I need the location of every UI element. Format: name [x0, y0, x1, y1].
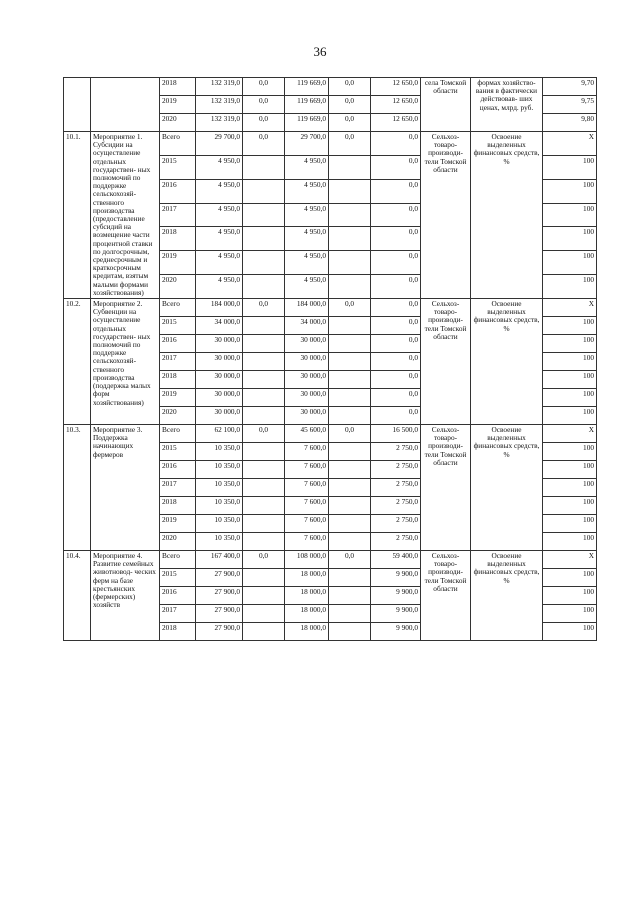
total-cell: 4 950,0 — [196, 275, 243, 299]
federal-cell — [243, 623, 285, 641]
year-cell: 2020 — [160, 533, 196, 551]
federal-cell — [243, 407, 285, 425]
measure-name-cell — [91, 78, 160, 132]
year-cell: 2019 — [160, 251, 196, 275]
total-cell: 27 900,0 — [196, 569, 243, 587]
indicator-value-cell: 100 — [543, 179, 597, 203]
local-cell — [329, 317, 371, 335]
indicator-value-cell: 100 — [543, 623, 597, 641]
federal-cell — [243, 275, 285, 299]
total-cell: 10 350,0 — [196, 497, 243, 515]
year-cell: Всего — [160, 132, 196, 156]
total-cell: 167 400,0 — [196, 551, 243, 569]
regional-cell: 30 000,0 — [285, 335, 329, 353]
year-cell: 2020 — [160, 114, 196, 132]
local-cell: 0,0 — [329, 96, 371, 114]
federal-cell — [243, 497, 285, 515]
federal-cell — [243, 317, 285, 335]
local-cell: 0,0 — [329, 132, 371, 156]
indicator-value-cell: 100 — [543, 227, 597, 251]
indicator-cell: Освоение выделенных финансовых средств, % — [471, 299, 543, 425]
federal-cell — [243, 353, 285, 371]
total-cell: 10 350,0 — [196, 515, 243, 533]
federal-cell: 0,0 — [243, 425, 285, 443]
extra-budget-cell: 2 750,0 — [371, 515, 421, 533]
indicator-value-cell: 100 — [543, 605, 597, 623]
measure-name: Мероприятие 4. Развитие семейных животновод- ческих ферм на базе крестьянских (фермерских) хозяйств — [91, 551, 160, 641]
local-cell — [329, 605, 371, 623]
regional-cell: 18 000,0 — [285, 605, 329, 623]
regional-cell: 7 600,0 — [285, 533, 329, 551]
measure-name: Мероприятие 3. Поддержка начинающих фермеров — [91, 425, 160, 551]
regional-cell: 18 000,0 — [285, 623, 329, 641]
extra-budget-cell: 2 750,0 — [371, 443, 421, 461]
year-cell: 2017 — [160, 203, 196, 227]
local-cell — [329, 497, 371, 515]
extra-budget-cell: 9 900,0 — [371, 605, 421, 623]
executor-cell: Сельхоз- товаро- производи- тели Томской области — [421, 299, 471, 425]
federal-cell — [243, 389, 285, 407]
total-cell: 30 000,0 — [196, 371, 243, 389]
year-cell: 2015 — [160, 443, 196, 461]
local-cell — [329, 461, 371, 479]
measure-number: 10.3. — [64, 425, 91, 551]
total-cell: 132 319,0 — [196, 96, 243, 114]
executor-cell: Сельхоз- товаро- производи- тели Томской области — [421, 551, 471, 641]
regional-cell: 7 600,0 — [285, 515, 329, 533]
year-cell: 2016 — [160, 587, 196, 605]
year-cell: 2018 — [160, 371, 196, 389]
extra-budget-cell: 0,0 — [371, 251, 421, 275]
extra-budget-cell: 0,0 — [371, 389, 421, 407]
measure-number: 10.1. — [64, 132, 91, 299]
regional-cell: 30 000,0 — [285, 407, 329, 425]
extra-budget-cell: 0,0 — [371, 203, 421, 227]
table-row — [64, 551, 597, 569]
indicator-value-cell: 9,75 — [543, 96, 597, 114]
local-cell — [329, 479, 371, 497]
indicator-cell: Освоение выделенных финансовых средств, % — [471, 425, 543, 551]
regional-cell: 119 669,0 — [285, 114, 329, 132]
extra-budget-cell: 2 750,0 — [371, 497, 421, 515]
local-cell — [329, 587, 371, 605]
year-cell: 2020 — [160, 275, 196, 299]
total-cell: 10 350,0 — [196, 461, 243, 479]
extra-budget-cell: 12 650,0 — [371, 114, 421, 132]
regional-cell: 108 000,0 — [285, 551, 329, 569]
indicator-value-cell: 100 — [543, 479, 597, 497]
extra-budget-cell: 0,0 — [371, 353, 421, 371]
year-cell: 2017 — [160, 353, 196, 371]
extra-budget-cell: 2 750,0 — [371, 461, 421, 479]
indicator-value-cell: 100 — [543, 497, 597, 515]
total-cell: 30 000,0 — [196, 353, 243, 371]
indicator-value-cell: 100 — [543, 587, 597, 605]
year-cell: 2015 — [160, 569, 196, 587]
regional-cell: 34 000,0 — [285, 317, 329, 335]
extra-budget-cell: 0,0 — [371, 299, 421, 317]
year-cell: 2018 — [160, 623, 196, 641]
local-cell — [329, 227, 371, 251]
measure-number: 10.2. — [64, 299, 91, 425]
year-cell: 2016 — [160, 179, 196, 203]
regional-cell: 7 600,0 — [285, 461, 329, 479]
year-cell: 2016 — [160, 461, 196, 479]
regional-cell: 18 000,0 — [285, 587, 329, 605]
extra-budget-cell: 12 650,0 — [371, 78, 421, 96]
extra-budget-cell: 0,0 — [371, 275, 421, 299]
regional-cell: 4 950,0 — [285, 227, 329, 251]
regional-cell: 4 950,0 — [285, 155, 329, 179]
federal-cell — [243, 605, 285, 623]
total-cell: 184 000,0 — [196, 299, 243, 317]
local-cell — [329, 371, 371, 389]
indicator-value-cell: 100 — [543, 251, 597, 275]
federal-cell — [243, 155, 285, 179]
extra-budget-cell: 0,0 — [371, 155, 421, 179]
federal-cell — [243, 227, 285, 251]
regional-cell: 119 669,0 — [285, 78, 329, 96]
local-cell: 0,0 — [329, 114, 371, 132]
indicator-value-cell: 100 — [543, 317, 597, 335]
indicator-value-cell: 100 — [543, 515, 597, 533]
local-cell: 0,0 — [329, 299, 371, 317]
indicator-cell: формах хозяйство- вания в фактически действовав- ших ценах, млрд. руб. — [471, 78, 543, 132]
indicator-value-cell: X — [543, 551, 597, 569]
measure-number: 10.4. — [64, 551, 91, 641]
year-cell: Всего — [160, 299, 196, 317]
federal-cell — [243, 587, 285, 605]
indicator-value-cell: 100 — [543, 275, 597, 299]
federal-cell: 0,0 — [243, 132, 285, 156]
federal-cell — [243, 443, 285, 461]
federal-cell — [243, 251, 285, 275]
year-cell: 2015 — [160, 317, 196, 335]
local-cell — [329, 353, 371, 371]
local-cell: 0,0 — [329, 425, 371, 443]
total-cell: 27 900,0 — [196, 623, 243, 641]
total-cell: 27 900,0 — [196, 587, 243, 605]
federal-cell: 0,0 — [243, 551, 285, 569]
extra-budget-cell: 12 650,0 — [371, 96, 421, 114]
year-cell: 2018 — [160, 497, 196, 515]
federal-cell — [243, 335, 285, 353]
indicator-value-cell: 100 — [543, 569, 597, 587]
regional-cell: 4 950,0 — [285, 275, 329, 299]
indicator-value-cell: 100 — [543, 203, 597, 227]
table-row — [64, 299, 597, 317]
indicator-value-cell: 100 — [543, 407, 597, 425]
total-cell: 27 900,0 — [196, 605, 243, 623]
federal-cell — [243, 179, 285, 203]
regional-cell: 29 700,0 — [285, 132, 329, 156]
local-cell — [329, 179, 371, 203]
extra-budget-cell: 59 400,0 — [371, 551, 421, 569]
extra-budget-cell: 0,0 — [371, 132, 421, 156]
local-cell — [329, 515, 371, 533]
local-cell — [329, 407, 371, 425]
measure-name: Мероприятие 2. Субвенции на осуществление отдельных государствен- ных полномочий по поддержке сельскохозяй- ственного производства (поддержка малых форм хозяйствования) — [91, 299, 160, 425]
regional-cell: 7 600,0 — [285, 479, 329, 497]
extra-budget-cell: 0,0 — [371, 335, 421, 353]
local-cell: 0,0 — [329, 78, 371, 96]
regional-cell: 18 000,0 — [285, 569, 329, 587]
local-cell: 0,0 — [329, 551, 371, 569]
total-cell: 4 950,0 — [196, 227, 243, 251]
extra-budget-cell: 2 750,0 — [371, 533, 421, 551]
local-cell — [329, 389, 371, 407]
extra-budget-cell: 0,0 — [371, 371, 421, 389]
total-cell: 30 000,0 — [196, 407, 243, 425]
indicator-value-cell: 9,80 — [543, 114, 597, 132]
federal-cell — [243, 515, 285, 533]
total-cell: 62 100,0 — [196, 425, 243, 443]
indicator-cell: Освоение выделенных финансовых средств, % — [471, 551, 543, 641]
regional-cell: 30 000,0 — [285, 371, 329, 389]
total-cell: 4 950,0 — [196, 251, 243, 275]
local-cell — [329, 569, 371, 587]
indicator-value-cell: 100 — [543, 155, 597, 179]
indicator-value-cell: 100 — [543, 443, 597, 461]
indicator-value-cell: 100 — [543, 461, 597, 479]
year-cell: 2019 — [160, 515, 196, 533]
total-cell: 10 350,0 — [196, 443, 243, 461]
local-cell — [329, 533, 371, 551]
extra-budget-cell: 9 900,0 — [371, 587, 421, 605]
indicator-value-cell: 9,70 — [543, 78, 597, 96]
total-cell: 10 350,0 — [196, 479, 243, 497]
measure-name: Мероприятие 1. Субсидии на осуществление отдельных государствен- ных полномочий по поддержке сельскохозяй- ственного производства (предоставление субсидий на возмещение части процентной ставки по долгосрочным, среднесрочным и краткосрочным кредитам, взятым малыми формами хозяйствования) — [91, 132, 160, 299]
indicator-cell: Освоение выделенных финансовых средств, % — [471, 132, 543, 299]
indicator-value-cell: X — [543, 299, 597, 317]
local-cell — [329, 623, 371, 641]
table-row — [64, 78, 597, 96]
year-cell: 2015 — [160, 155, 196, 179]
total-cell: 4 950,0 — [196, 179, 243, 203]
total-cell: 132 319,0 — [196, 114, 243, 132]
regional-cell: 7 600,0 — [285, 443, 329, 461]
extra-budget-cell: 2 750,0 — [371, 479, 421, 497]
regional-cell: 184 000,0 — [285, 299, 329, 317]
local-cell — [329, 155, 371, 179]
federal-cell — [243, 203, 285, 227]
indicator-value-cell: 100 — [543, 533, 597, 551]
local-cell — [329, 251, 371, 275]
regional-cell: 45 600,0 — [285, 425, 329, 443]
table-row — [64, 132, 597, 156]
local-cell — [329, 335, 371, 353]
year-cell: Всего — [160, 551, 196, 569]
year-cell: 2017 — [160, 605, 196, 623]
extra-budget-cell: 0,0 — [371, 227, 421, 251]
year-cell: Всего — [160, 425, 196, 443]
table-row — [64, 425, 597, 443]
indicator-value-cell: 100 — [543, 371, 597, 389]
extra-budget-cell: 0,0 — [371, 407, 421, 425]
indicator-value-cell: 100 — [543, 335, 597, 353]
total-cell: 4 950,0 — [196, 155, 243, 179]
executor-cell: села Томской области — [421, 78, 471, 132]
total-cell: 132 319,0 — [196, 78, 243, 96]
extra-budget-cell: 16 500,0 — [371, 425, 421, 443]
indicator-value-cell: X — [543, 425, 597, 443]
total-cell: 30 000,0 — [196, 335, 243, 353]
regional-cell: 4 950,0 — [285, 179, 329, 203]
total-cell: 29 700,0 — [196, 132, 243, 156]
total-cell: 30 000,0 — [196, 389, 243, 407]
year-cell: 2019 — [160, 96, 196, 114]
executor-cell: Сельхоз- товаро- производи- тели Томской области — [421, 132, 471, 299]
year-cell: 2016 — [160, 335, 196, 353]
federal-cell — [243, 569, 285, 587]
federal-cell — [243, 533, 285, 551]
year-cell: 2020 — [160, 407, 196, 425]
extra-budget-cell: 0,0 — [371, 317, 421, 335]
regional-cell: 30 000,0 — [285, 389, 329, 407]
federal-cell — [243, 461, 285, 479]
year-cell: 2018 — [160, 78, 196, 96]
federal-cell: 0,0 — [243, 96, 285, 114]
year-cell: 2019 — [160, 389, 196, 407]
federal-cell: 0,0 — [243, 299, 285, 317]
page-number: 36 — [313, 44, 327, 59]
local-cell — [329, 443, 371, 461]
program-table — [63, 77, 597, 641]
total-cell: 4 950,0 — [196, 203, 243, 227]
federal-cell — [243, 371, 285, 389]
regional-cell: 4 950,0 — [285, 251, 329, 275]
indicator-value-cell: 100 — [543, 353, 597, 371]
row-number-cell — [64, 78, 91, 132]
regional-cell: 30 000,0 — [285, 353, 329, 371]
executor-cell: Сельхоз- товаро- производи- тели Томской области — [421, 425, 471, 551]
local-cell — [329, 275, 371, 299]
year-cell: 2018 — [160, 227, 196, 251]
regional-cell: 119 669,0 — [285, 96, 329, 114]
federal-cell: 0,0 — [243, 78, 285, 96]
indicator-value-cell: 100 — [543, 389, 597, 407]
indicator-value-cell: X — [543, 132, 597, 156]
extra-budget-cell: 9 900,0 — [371, 623, 421, 641]
year-cell: 2017 — [160, 479, 196, 497]
regional-cell: 7 600,0 — [285, 497, 329, 515]
total-cell: 34 000,0 — [196, 317, 243, 335]
local-cell — [329, 203, 371, 227]
federal-cell — [243, 479, 285, 497]
regional-cell: 4 950,0 — [285, 203, 329, 227]
extra-budget-cell: 0,0 — [371, 179, 421, 203]
federal-cell: 0,0 — [243, 114, 285, 132]
total-cell: 10 350,0 — [196, 533, 243, 551]
extra-budget-cell: 9 900,0 — [371, 569, 421, 587]
